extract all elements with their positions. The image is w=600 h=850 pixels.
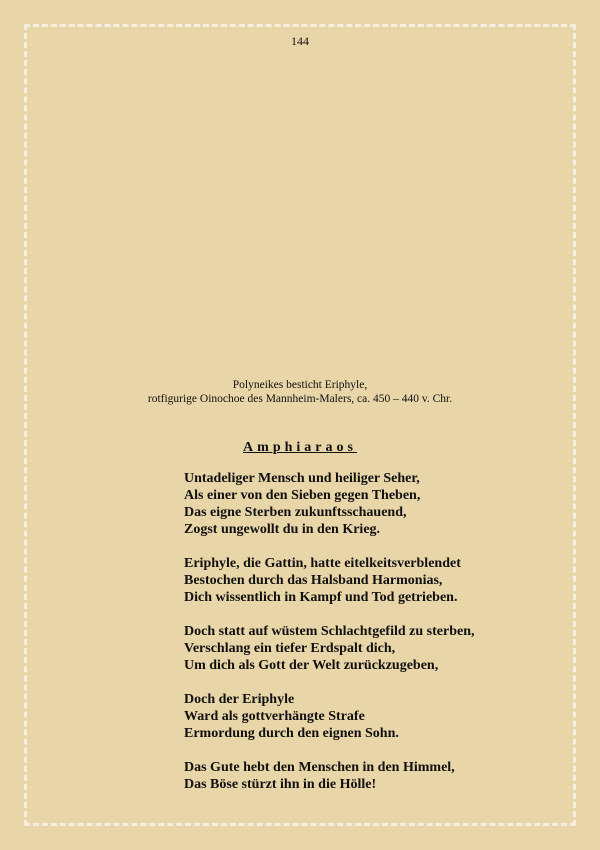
page-number: 144 — [291, 34, 309, 48]
poem-line: Ward als gottverhängte Strafe — [184, 709, 365, 724]
illustration-placeholder — [120, 70, 480, 360]
poem-line: Als einer von den Sieben gegen Theben, — [184, 488, 421, 503]
poem-line: Doch der Eriphyle — [184, 692, 295, 707]
poem-line: Um dich als Gott der Welt zurückzugeben, — [184, 658, 439, 673]
stanza-2 — [184, 555, 574, 606]
poem-line: Das Böse stürzt ihn in die Hölle! — [184, 777, 377, 792]
stanza-1 — [184, 470, 574, 538]
stanza-3 — [184, 623, 574, 674]
poem-line: Zogst ungewollt du in den Krieg. — [184, 522, 381, 537]
stanza-5 — [184, 759, 574, 793]
poem-line: Verschlang ein tiefer Erdspalt dich, — [184, 641, 396, 656]
poem-line: Eriphyle, die Gattin, hatte eitelkeitsverblendet — [184, 556, 461, 571]
poem-line: Dich wissentlich in Kampf und Tod getrieben. — [184, 590, 458, 605]
caption-line-1: Polyneikes besticht Eriphyle, — [232, 379, 368, 391]
poem-line: Bestochen durch das Halsband Harmonias, — [184, 573, 443, 588]
poem-line: Doch statt auf wüstem Schlachtgefild zu sterben, — [184, 624, 475, 639]
poem-line: Das Gute hebt den Menschen in den Himmel, — [184, 760, 455, 775]
poem-line: Das eigne Sterben zukunftsschauend, — [184, 505, 407, 520]
poem-title: Amphiaraos — [243, 440, 357, 455]
poem-line: Untadeliger Mensch und heiliger Seher, — [184, 471, 420, 486]
caption-line-2: rotfigurige Oinochoe des Mannheim-Malers, ca. 450 – 440 v. Chr. — [147, 393, 453, 405]
stanza-4 — [184, 691, 574, 742]
image-caption — [0, 378, 600, 406]
poem-line: Ermordung durch den eignen Sohn. — [184, 726, 399, 741]
poem-body — [184, 470, 574, 810]
